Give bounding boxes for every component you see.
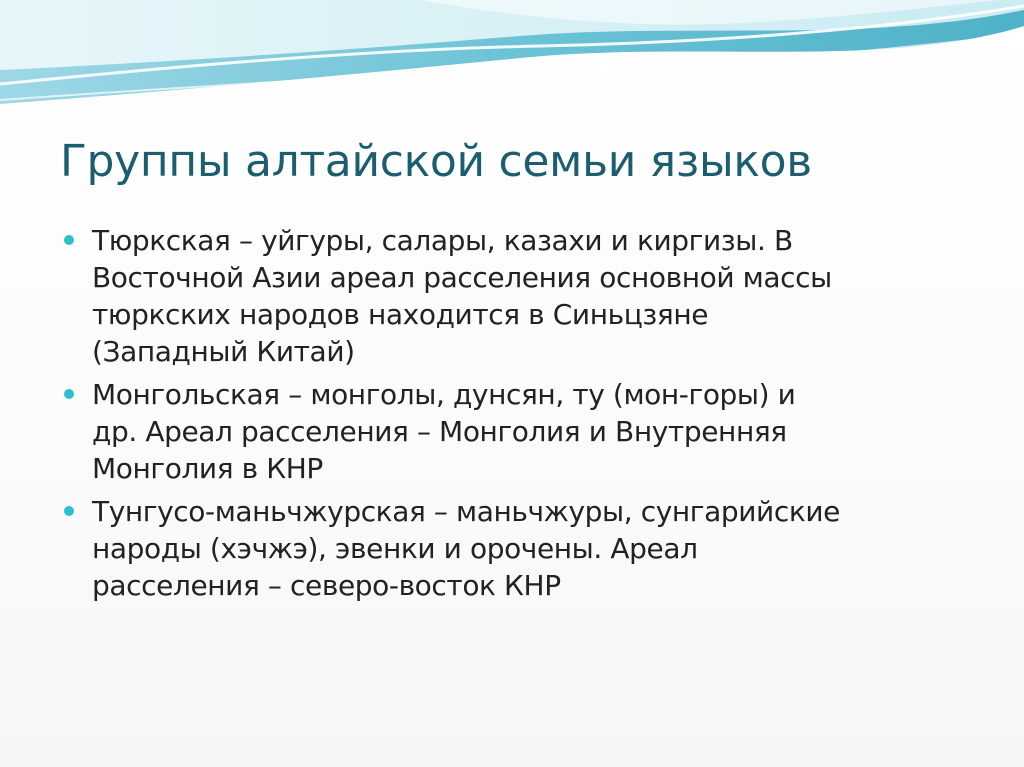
bullet-line: расселения – северо-восток КНР xyxy=(92,569,561,602)
bullet-item-tungusic xyxy=(62,493,982,604)
bullet-dot-icon xyxy=(64,235,74,245)
bullet-item-mongolic xyxy=(62,376,982,487)
bullet-line: народы (хэчжэ), эвенки и орочены. Ареал xyxy=(92,532,698,565)
bullet-line: Тюркская – уйгуры, салары, казахи и киргизы. В xyxy=(92,224,793,257)
bullet-line: Тунгусо-маньчжурская – маньчжуры, сунгарийские xyxy=(92,495,840,528)
bullet-item-turkic xyxy=(62,222,982,370)
bullet-line: Восточной Азии ареал расселения основной массы xyxy=(92,261,832,294)
wave-banner-decoration xyxy=(0,0,1024,120)
bullet-dot-icon xyxy=(64,389,74,399)
bullet-line: Монголия в КНР xyxy=(92,452,323,485)
bullet-list xyxy=(62,222,982,610)
slide-title: Группы алтайской семьи языков xyxy=(60,136,812,187)
bullet-dot-icon xyxy=(64,506,74,516)
bullet-line: др. Ареал расселения – Монголия и Внутренняя xyxy=(92,415,787,448)
bullet-line: тюркских народов находится в Синьцзяне xyxy=(92,298,709,331)
bullet-line: (Западный Китай) xyxy=(92,335,355,368)
bullet-line: Монгольская – монголы, дунсян, ту (мон-горы) и xyxy=(92,378,796,411)
